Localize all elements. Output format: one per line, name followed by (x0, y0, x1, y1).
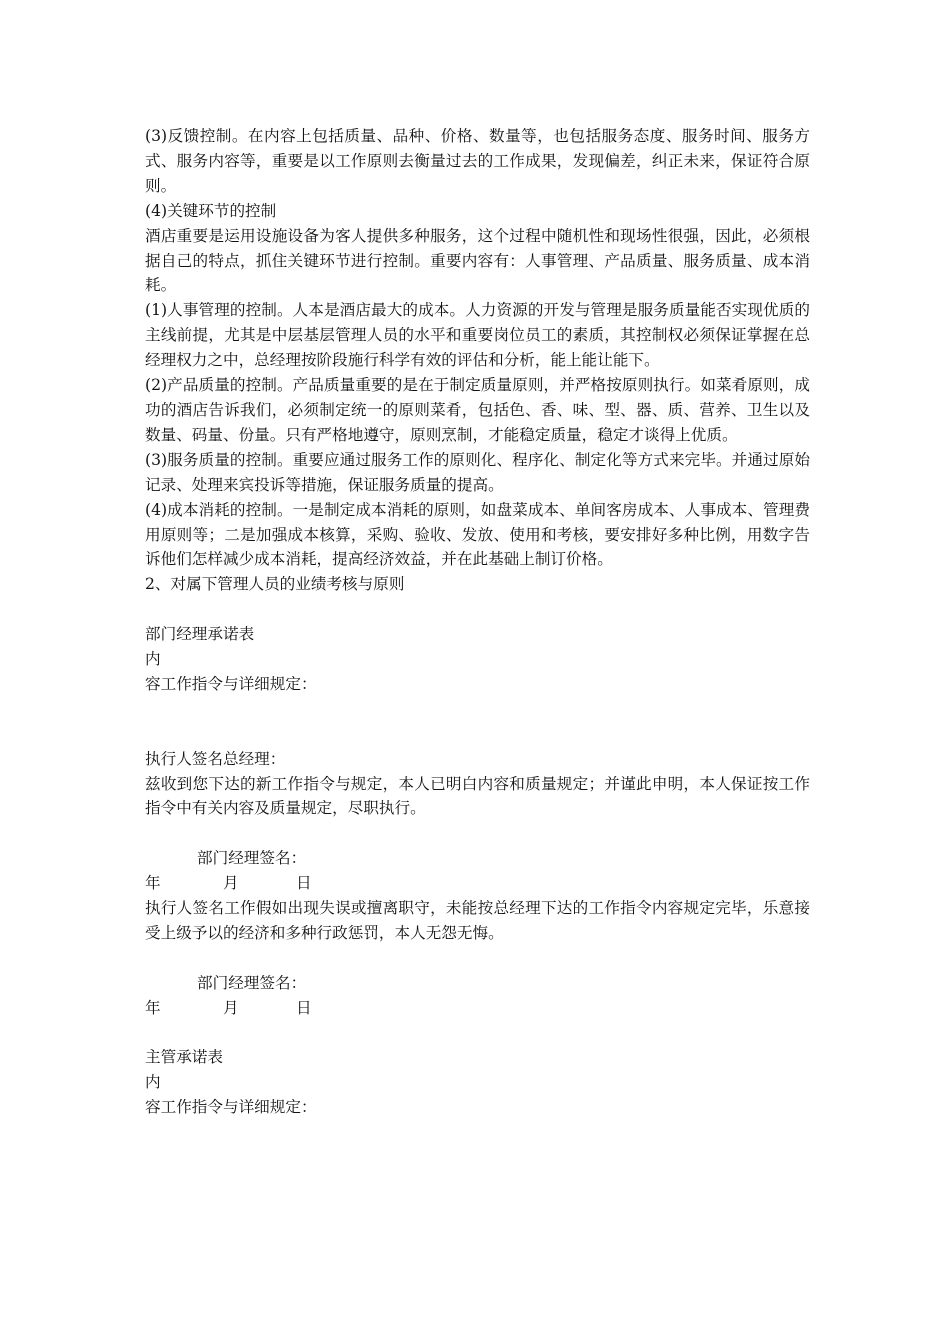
paragraph-cost-control: (4)成本消耗的控制。一是制定成本消耗的原则，如盘菜成本、单间客房成本、人事成本、管理费用原则等；二是加强成本核算，采购、验收、发放、使用和考核，要安排好多种比例，用数字告诉他们怎样减少成本消耗，提高经济效益，并在此基础上制订价格。 (145, 500, 810, 569)
spacer (145, 697, 810, 747)
paragraph-feedback-control: (3)反馈控制。在内容上包括质量、品种、价格、数量等，也包括服务态度、服务时间、服务方式、服务内容等，重要是以工作原则去衡量过去的工作成果，发现偏差，纠正未来，保证符合原则。 (145, 127, 810, 195)
date-month: 月 (223, 874, 239, 893)
acceptance-statement: 兹收到您下达的新工作指令与规定，本人已明白内容和质量规定；并谨此申明，本人保证按工作指令中有关内容及质量规定，尽职执行。 (145, 774, 810, 818)
form-title-supervisor: 主管承诺表 (145, 1048, 223, 1067)
spacer (145, 821, 810, 846)
date-day: 日 (296, 874, 312, 893)
penalty-statement: 执行人签名工作假如出现失误或擅离职守，未能按总经理下达的工作指令内容规定完毕，乐意接受上级予以的经济和多种行政惩罚，本人无怨无悔。 (145, 899, 810, 942)
paragraph-product-quality: (2)产品质量的控制。产品质量重要的是在于制定质量原则，并严格按原则执行。如菜肴原则，成功的酒店告诉我们，必须制定统一的原则菜肴，包括色、香、味、型、器、质、营养、卫生以及数量、码量、份量。只有严格地遵守，原则烹制，才能稳定质量，稳定才谈得上优质。 (145, 376, 810, 444)
spacer (145, 597, 810, 622)
date-year: 年 (145, 874, 161, 893)
document-page (145, 124, 810, 1120)
spacer (145, 946, 810, 971)
spacer (145, 1021, 810, 1046)
date-year: 年 (145, 998, 161, 1017)
date-day: 日 (296, 998, 312, 1017)
signature-label: 部门经理签名： (197, 849, 307, 868)
signature-label-2: 部门经理签名： (197, 973, 307, 992)
form-title-manager: 部门经理承诺表 (145, 625, 255, 644)
heading-key-links: (4)关键环节的控制 (145, 201, 277, 220)
form2-content-label-a: 内 (145, 1073, 161, 1092)
signer-heading: 执行人签名总经理： (145, 749, 286, 768)
form2-content-label-b: 容工作指令与详细规定： (145, 1098, 317, 1117)
date-line-2 (145, 996, 810, 1021)
paragraph-service-quality: (3)服务质量的控制。重要应通过服务工作的原则化、程序化、制定化等方式来完毕。并通过原始记录、处理来宾投诉等措施，保证服务质量的提高。 (145, 450, 810, 494)
form-content-label-b: 容工作指令与详细规定： (145, 674, 317, 693)
date-month: 月 (223, 998, 239, 1017)
date-line (145, 871, 810, 896)
paragraph-key-links: 酒店重要是运用设施设备为客人提供多种服务，这个过程中随机性和现场性很强，因此，必须根据自己的特点，抓住关键环节进行控制。重要内容有：人事管理、产品质量、服务质量、成本消耗。 (145, 226, 810, 295)
paragraph-personnel-control: (1)人事管理的控制。人本是酒店最大的成本。人力资源的开发与管理是服务质量能否实现优质的主线前提，尤其是中层基层管理人员的水平和重要岗位员工的素质，其控制权必须保证掌握在总经理权力之中，总经理按阶段施行科学有效的评估和分析，能上能让能下。 (145, 301, 810, 370)
form-content-label-a: 内 (145, 650, 161, 669)
section-heading-performance: 2、对属下管理人员的业绩考核与原则 (145, 575, 405, 594)
